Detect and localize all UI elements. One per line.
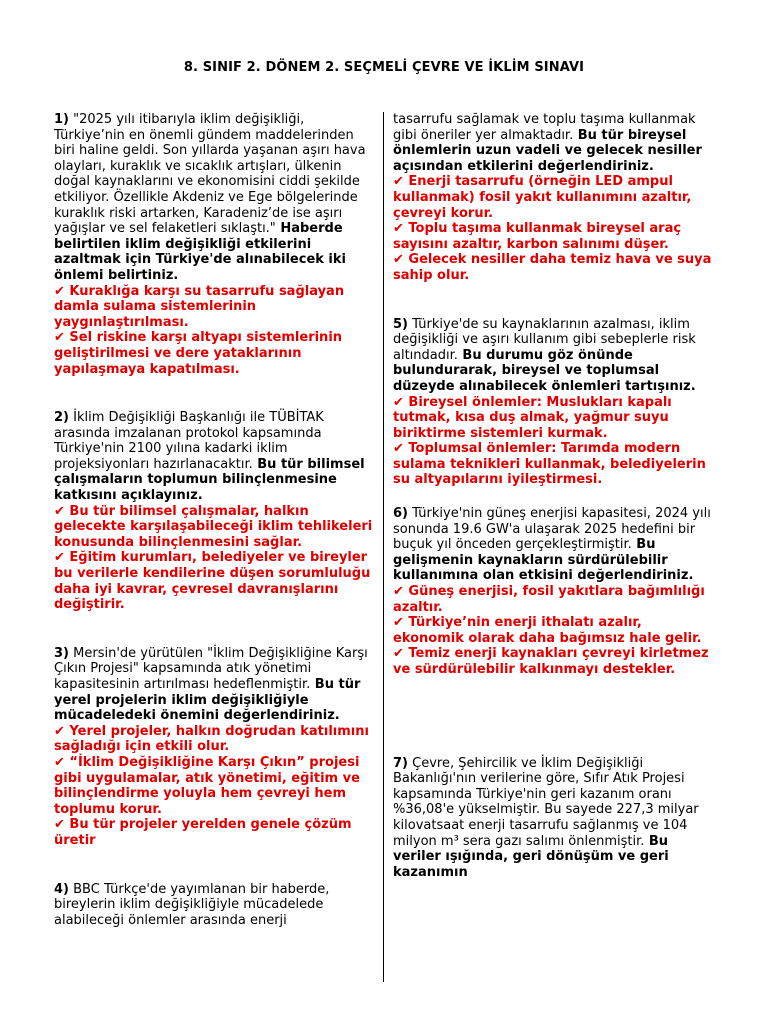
question-text [393,112,715,174]
question-6 [393,506,715,678]
question-number: 5) [393,316,408,332]
question-text [54,882,376,929]
question-number: 4) [54,881,69,897]
question-body: BBC Türkçe'de yayımlanan bir haberde, bireylerin iklim değişikliğiyle mücadelede alabileceği önlemler arasında enerji [54,881,330,928]
answer-item: ✔ Kuraklığa karşı su tasarrufu sağlayan damla sulama sistemlerinin yaygınlaştırılması. [54,283,345,330]
question-text [54,646,376,724]
question-text [54,112,376,284]
question-body: Çevre, Şehircilik ve İklim Değişikliği Bakanlığı'nın verilerine göre, Sıfır Atık Projesi kapsamında Türkiye'nin geri kazanım oranı %36,08'e yükselmiştir. Bu sayede 227,3 milyar kilovatsaat enerji tasarrufu sağlanmış ve 104 milyon m³ sera gazı salımı önlenmiştir. [393,755,699,849]
question-number: 6) [393,506,408,522]
answer-item: ✔ Eğitim kurumları, belediyeler ve bireyler bu verilerle kendilerine düşen sorumluluğu daha iyi kavrar, çevresel davranışlarını değiştirir. [54,550,371,613]
right-column [393,112,715,880]
question-text [54,410,376,504]
question-5 [393,317,715,489]
question-1 [54,112,376,377]
question-body: "2025 yılı itibarıyla iklim değişikliği, Türkiye’nin en önemli gündem maddelerinden biri haline geldi. Son yıllarda yaşanan aşırı hava olayları, kuraklık ve sıcaklık artışları, ülkenin doğal kaynaklarını ve ekonomisini ciddi şekilde etkiliyor. Özellikle Akdeniz ve Ege bölgelerinde kuraklık riski artarken, Karadeniz’de ise aşırı yağışlar ve sel felaketleri sıklaştı." [54,112,366,237]
question-body: Türkiye'de su kaynaklarının azalması, iklim değişikliği ve aşırı kullanım gibi sebeplerle risk altındadır. [393,316,696,363]
question-number: 2) [54,410,69,426]
answer-item: ✔ Türkiye’nin enerji ithalatı azalır, ekonomik olarak daha bağımsız hale gelir. [393,615,702,646]
answer-item: ✔ Sel riskine karşı altyapı sistemlerinin geliştirilmesi ve dere yataklarının yapılaşmaya kapatılması. [54,330,343,377]
question-prompt: Bu gelişmenin kaynakların sürdürülebilir kullanımına olan etkisini değerlendiriniz. [393,537,694,584]
question-4-start [54,882,376,929]
question-2 [54,410,376,613]
answer-item: ✔ Bu tür projeler yerelden genele çözüm üretir [54,817,352,848]
question-prompt: Bu tür yerel projelerin iklim değişikliğiyle mücadeledeki önemini değerlendiriniz. [54,677,361,724]
question-3 [54,646,376,849]
question-body: İklim Değişikliği Başkanlığı ile TÜBİTAK arasında imzalanan protokol kapsamında Türkiye'nin 2100 yılına kadarki iklim projeksiyonları hazırlanacaktır. [54,410,324,472]
left-column [54,112,376,928]
page-title: 8. SINIF 2. DÖNEM 2. SEÇMELİ ÇEVRE VE İKLİM SINAVI [183,60,585,75]
question-text [393,756,715,881]
answer-item: ✔ Bu tür bilimsel çalışmalar, halkın gelecekte karşılaşabileceği iklim tehlikeleri konusunda bilinçlenmesini sağlar. [54,503,373,550]
answer-item: ✔ Toplumsal önlemler: Tarımda modern sulama teknikleri kullanmak, belediyelerin su altyapılarını iyileştirmesi. [393,441,706,488]
question-text [393,506,715,584]
question-prompt: Haberde belirtilen iklim değişikliği etkilerini azaltmak için Türkiye'de alınabilecek iki önlemi belirtiniz. [54,221,346,283]
question-number: 7) [393,755,408,771]
question-text [393,317,715,395]
column-divider [383,112,384,982]
question-body: tasarrufu sağlamak ve toplu taşıma kullanmak gibi öneriler yer almaktadır. [393,112,696,143]
answer-item: ✔ Bireysel önlemler: Muslukları kapalı tutmak, kısa duş almak, yağmur suyu biriktirme sistemleri kurmak. [393,394,672,441]
answer-item: ✔ Toplu taşıma kullanmak bireysel araç sayısını azaltır, karbon salınımı düşer. [393,221,682,252]
answer-item: ✔ Güneş enerjisi, fosil yakıtlara bağımlılığı azaltır. [393,584,705,615]
question-7 [393,756,715,881]
answer-item: ✔ Yerel projeler, halkın doğrudan katılımını sağladığı için etkili olur. [54,723,369,755]
answer-item: ✔ Enerji tasarrufu (örneğin LED ampul kullanmak) fosil yakıt kullanımını azaltır, çevreyi korur. [393,174,692,221]
question-body: Mersin'de yürütülen "İklim Değişikliğine Karşı Çıkın Projesi" kapsamında atık yönetimi kapasitesinin artırılması hedeflenmiştir. [54,645,368,692]
question-body: Türkiye'nin güneş enerjisi kapasitesi, 2024 yılı sonunda 19.6 GW'a ulaşarak 2025 hedefini bir buçuk yıl önceden gerçekleştirmiştir. [393,506,711,553]
question-prompt: Bu tür bireysel önlemlerin uzun vadeli ve gelecek nesiller açısından etkilerini değerlendiriniz. [393,127,702,174]
question-prompt: Bu veriler ışığında, geri dönüşüm ve geri kazanımın [393,833,669,880]
answer-item: ✔ Gelecek nesiller daha temiz hava ve suya sahip olur. [393,252,712,283]
answer-item: ✔ Temiz enerji kaynakları çevreyi kirletmez ve sürdürülebilir kalkınmayı destekler. [393,646,709,677]
question-4-continued [393,112,715,284]
answer-item: ✔ “İklim Değişikliğine Karşı Çıkın” projesi gibi uygulamalar, atık yönetimi, eğitim ve bilinçlendirme yoluyla hem çevreyi hem toplumu korur. [54,754,360,817]
question-prompt: Bu tür bilimsel çalışmaların toplumun bilinçlenmesine katkısını açıklayınız. [54,456,365,504]
question-number: 3) [54,645,69,661]
question-prompt: Bu durumu göz önünde bulundurarak, bireysel ve toplumsal düzeyde alınabilecek önlemleri tartışınız. [393,347,696,394]
question-number: 1) [54,112,69,127]
